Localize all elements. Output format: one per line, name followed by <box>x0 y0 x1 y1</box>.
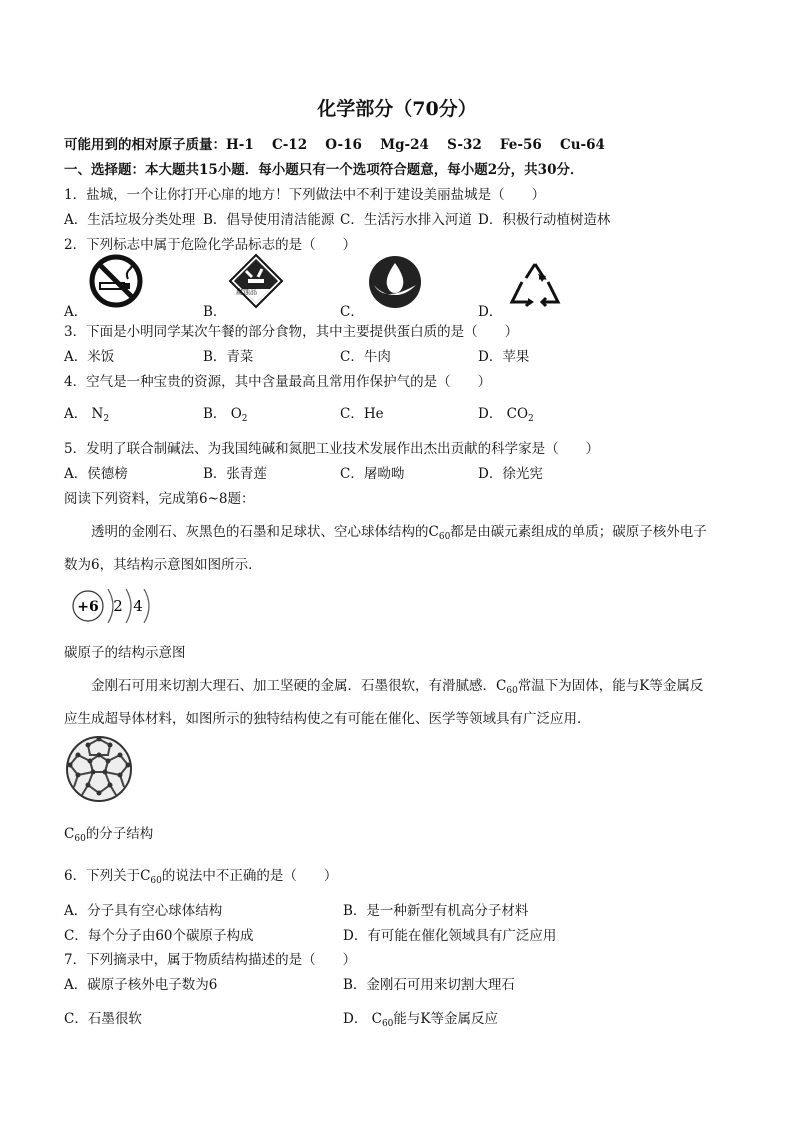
q5-option-b: B．张青莲 <box>203 466 267 482</box>
q6-option-c: C．每个分子由60个碳原子构成 <box>64 928 254 944</box>
reading-paragraph-1-line2: 数为6，其结构示意图如图所示． <box>64 557 262 573</box>
q7-option-a: A．碳原子核外电子数为6 <box>64 977 218 993</box>
q7-stem: 7．下列摘录中，属于物质结构描述的是（ ） <box>64 952 357 968</box>
q5-option-d: D．徐光宪 <box>478 466 543 482</box>
section-heading: 一、选择题：本大题共15小题．每小题只有一个选项符合题意，每小题2分，共30分． <box>64 162 584 178</box>
q6-stem: 6．下列关于$C_{60}$的说法中不正确的是（ ） <box>64 868 338 886</box>
atom-nucleus-label: +6 <box>77 599 99 615</box>
q4-option-b: B． $O_2$ <box>203 406 248 424</box>
q2-option-d: D． <box>478 304 503 320</box>
c60-molecule-image <box>64 733 134 809</box>
reading-paragraph-2: 金刚石可用来切割大理石、加工坚硬的金属．石墨很软，有滑腻感．$C_{60}$常温下为固体，能与K等金属反 <box>91 678 704 696</box>
q1-option-a: A．生活垃圾分类处理 <box>64 212 196 228</box>
q5-option-a: A．侯德榜 <box>64 466 128 482</box>
corrosive-sign-icon <box>228 253 284 309</box>
c60-caption: $C_{60}$的分子结构 <box>64 826 154 844</box>
q1-option-c: C．生活污水排入河道 <box>340 212 472 228</box>
atomic-masses: 可能用到的相对原子质量：H-1 C-12 O-16 Mg-24 S-32 Fe-56 Cu-64 <box>64 137 605 153</box>
q2-option-a: A． <box>64 304 88 320</box>
page-title: 化学部分（70分） <box>317 98 477 120</box>
atom-shell-1-label: 2 <box>113 597 123 615</box>
q1-stem: 1．盐城，一个让你打开心扉的地方！下列做法中不利于建设美丽盐城是（ ） <box>64 187 546 203</box>
q2-option-b: B． <box>203 304 227 320</box>
q2-stem: 2．下列标志中属于危险化学品标志的是（ ） <box>64 237 357 253</box>
q7-option-c: C．石墨很软 <box>64 1011 142 1027</box>
q4-option-a: A． $N_2$ <box>64 406 110 424</box>
water-drop-circle-icon <box>368 255 422 309</box>
corrosive-sign-text: 腐蚀品 <box>236 288 257 296</box>
q4-stem: 4．空气是一种宝贵的资源，其中含量最高且常用作保护气的是（ ） <box>64 374 492 390</box>
q6-option-b: B．是一种新型有机高分子材料 <box>343 903 529 919</box>
reading-paragraph-1: 透明的金刚石、灰黑色的石墨和足球状、空心球体结构的$C_{60}$都是由碳元素组成的单质；碳原子核外电子 <box>91 524 707 542</box>
q5-stem: 5．发明了联合制碱法、为我国纯碱和氮肥工业技术发展作出杰出贡献的科学家是（ ） <box>64 441 600 457</box>
q4-option-d: D． $CO_2$ <box>478 406 534 424</box>
carbon-atom-diagram <box>66 583 156 633</box>
q3-option-d: D．苹果 <box>478 349 530 365</box>
q4-option-c: C．He <box>340 406 384 422</box>
q7-option-d: D． $C_{60}$能与K等金属反应 <box>343 1011 498 1029</box>
q3-option-c: C．牛肉 <box>340 349 391 365</box>
reading-paragraph-2-line2: 应生成超导体材料，如图所示的独特结构使之有可能在催化、医学等领域具有广泛应用． <box>64 711 591 727</box>
q5-option-c: C．屠呦呦 <box>340 466 405 482</box>
no-smoking-icon <box>88 253 144 309</box>
q3-option-a: A．米饭 <box>64 349 115 365</box>
q1-option-b: B．倡导使用清洁能源 <box>203 212 335 228</box>
q6-option-d: D．有可能在催化领域具有广泛应用 <box>343 928 557 944</box>
q6-option-a: A．分子具有空心球体结构 <box>64 903 223 919</box>
q3-option-b: B．青菜 <box>203 349 254 365</box>
q2-option-c: C． <box>340 304 364 320</box>
reading-intro: 阅读下列资料，完成第6~8题： <box>64 491 255 507</box>
q3-stem: 3．下面是小明同学某次午餐的部分食物，其中主要提供蛋白质的是（ ） <box>64 324 519 340</box>
q7-option-b: B．金刚石可用来切割大理石 <box>343 977 515 993</box>
atom-shell-2-label: 4 <box>133 597 143 615</box>
recycle-icon <box>508 260 562 310</box>
atom-caption: 碳原子的结构示意图 <box>64 645 186 661</box>
q1-option-d: D．积极行动植树造林 <box>478 212 611 228</box>
